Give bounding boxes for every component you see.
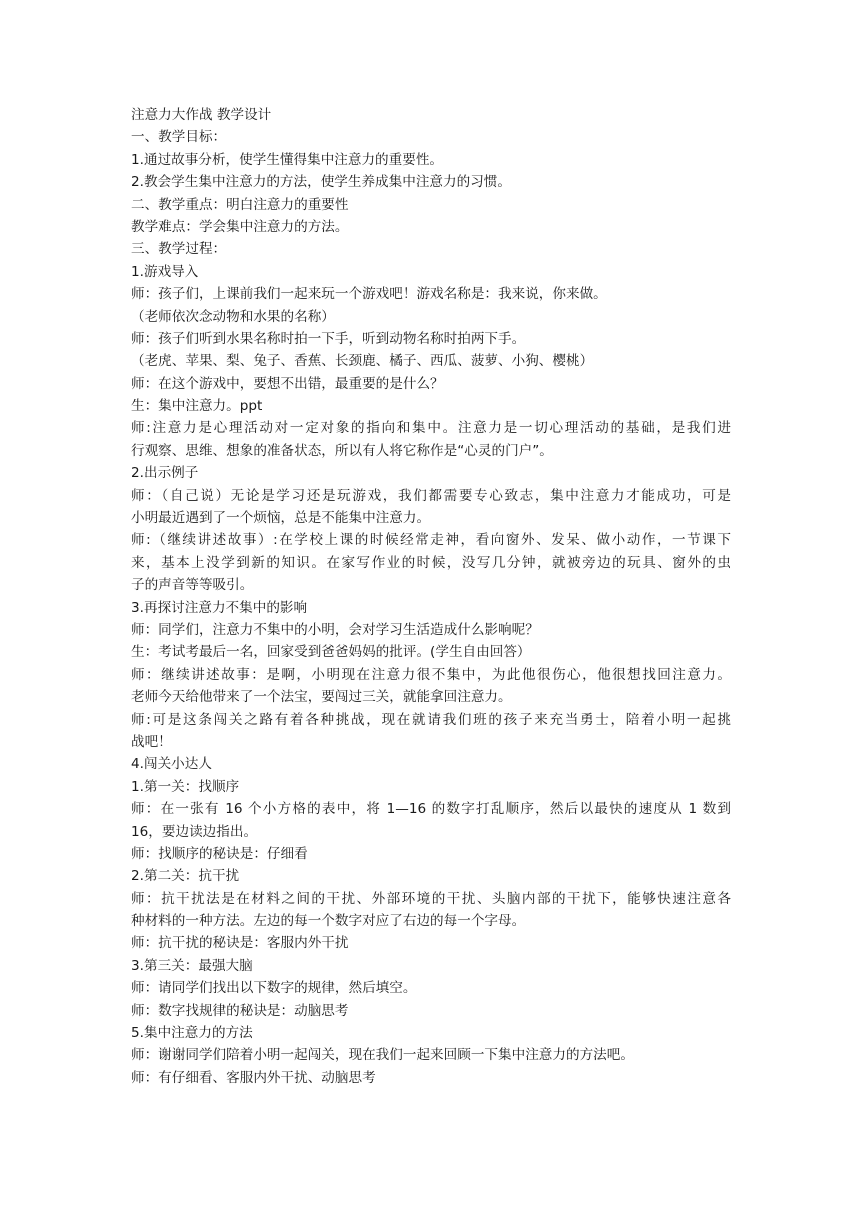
- level-heading: 3.第三关：最强大脑: [131, 957, 253, 974]
- text-line: 师：找顺序的秘诀是：仔细看: [131, 845, 308, 862]
- step-heading: 1.游戏导入: [131, 263, 199, 280]
- paragraph: [131, 709, 731, 754]
- document-page: [131, 104, 731, 1089]
- text-line: 师：请同学们找出以下数字的规律，然后填空。: [131, 980, 417, 997]
- section-heading-objectives: 一、教学目标：: [131, 129, 227, 146]
- paragraph: [131, 529, 731, 596]
- text-line: 子的声音等等吸引。: [131, 577, 254, 594]
- text-line: 师：在这个游戏中，要想不出错，最重要的是什么？: [131, 375, 444, 392]
- text-line: 种材料的一种方法。左边的每一个数字对应了右边的每一个字母。: [131, 913, 526, 930]
- paragraph: [131, 417, 731, 462]
- document-title: 注意力大作战 教学设计: [131, 107, 272, 123]
- text-line: 师：孩子们，上课前我们一起来玩一个游戏吧！游戏名称是：我来说，你来做。: [131, 286, 607, 303]
- text-line: 行观察、思维、想象的准备状态，所以有人将它称作是“心灵的门户”。: [131, 442, 553, 459]
- step-heading: 4.闯关小达人: [131, 756, 212, 773]
- text-line: 来，基本上没学到新的知识。在家写作业的时候，没写几分钟，就被旁边的玩具、窗外的虫: [131, 554, 731, 571]
- objective-item: 1.通过故事分析，使学生懂得集中注意力的重要性。: [131, 151, 444, 168]
- text-line: （老虎、苹果、梨、兔子、香蕉、长颈鹿、橘子、西瓜、菠萝、小狗、樱桃）: [131, 353, 594, 370]
- section-heading-key-point: 二、教学重点：明白注意力的重要性: [131, 196, 349, 213]
- section-heading-process: 三、教学过程：: [131, 241, 227, 258]
- text-line: 师:注意力是心理活动对一定对象的指向和集中。注意力是一切心理活动的基础，是我们进: [131, 420, 731, 437]
- text-line: 师：抗干扰法是在材料之间的干扰、外部环境的干扰、头脑内部的干扰下，能够快速注意各: [131, 890, 731, 907]
- step-heading: 5.集中注意力的方法: [131, 1025, 253, 1042]
- text-line: 生：考试考最后一名，回家受到爸爸妈妈的批评。(学生自由回答）: [131, 644, 531, 661]
- text-line: 师:可是这条闯关之路有着各种挑战，现在就请我们班的孩子来充当勇士，陪着小明一起挑: [131, 711, 731, 728]
- text-line: 师：有仔细看、客服内外干扰、动脑思考: [131, 1069, 376, 1086]
- text-line: 师：同学们，注意力不集中的小明，会对学习生活造成什么影响呢？: [131, 621, 539, 638]
- paragraph: [131, 664, 731, 709]
- text-line: （老师依次念动物和水果的名称）: [131, 308, 335, 325]
- text-line: 生：集中注意力。ppt: [131, 398, 263, 415]
- step-heading: 2.出示例子: [131, 465, 199, 482]
- paragraph: [131, 888, 731, 933]
- text-line: 16，要边读边指出。: [131, 823, 258, 840]
- text-line: 师：数字找规律的秘诀是：动脑思考: [131, 1002, 349, 1019]
- difficulty-line: 教学难点：学会集中注意力的方法。: [131, 218, 349, 235]
- level-heading: 1.第一关：找顺序: [131, 778, 240, 795]
- text-line: 师：抗干扰的秘诀是：客服内外干扰: [131, 935, 349, 952]
- step-heading: 3.再探讨注意力不集中的影响: [131, 599, 308, 616]
- objective-item: 2.教会学生集中注意力的方法，使学生养成集中注意力的习惯。: [131, 174, 511, 191]
- text-line: 战吧！: [131, 733, 172, 750]
- text-line: 师:（继续讲述故事）:在学校上课的时候经常走神，看向窗外、发呆、做小动作，一节课下: [131, 532, 731, 549]
- text-line: 师：继续讲述故事：是啊，小明现在注意力很不集中，为此他很伤心，他很想找回注意力。: [131, 666, 731, 683]
- text-line: 师：谢谢同学们陪着小明一起闯关，现在我们一起来回顾一下集中注意力的方法吧。: [131, 1047, 634, 1064]
- text-line: 师：在一张有 16 个小方格的表中，将 1—16 的数字打乱顺序，然后以最快的速度从 1 数到: [131, 801, 731, 818]
- level-heading: 2.第二关：抗干扰: [131, 868, 240, 885]
- text-line: 师：（自己说）无论是学习还是玩游戏，我们都需要专心致志，集中注意力才能成功，可是: [131, 487, 731, 504]
- paragraph: [131, 485, 731, 530]
- text-line: 小明最近遇到了一个烦恼，总是不能集中注意力。: [131, 510, 431, 527]
- paragraph: [131, 798, 731, 843]
- text-line: 师：孩子们听到水果名称时拍一下手，听到动物名称时拍两下手。: [131, 330, 526, 347]
- text-line: 老师今天给他带来了一个法宝，要闯过三关，就能拿回注意力。: [131, 689, 512, 706]
